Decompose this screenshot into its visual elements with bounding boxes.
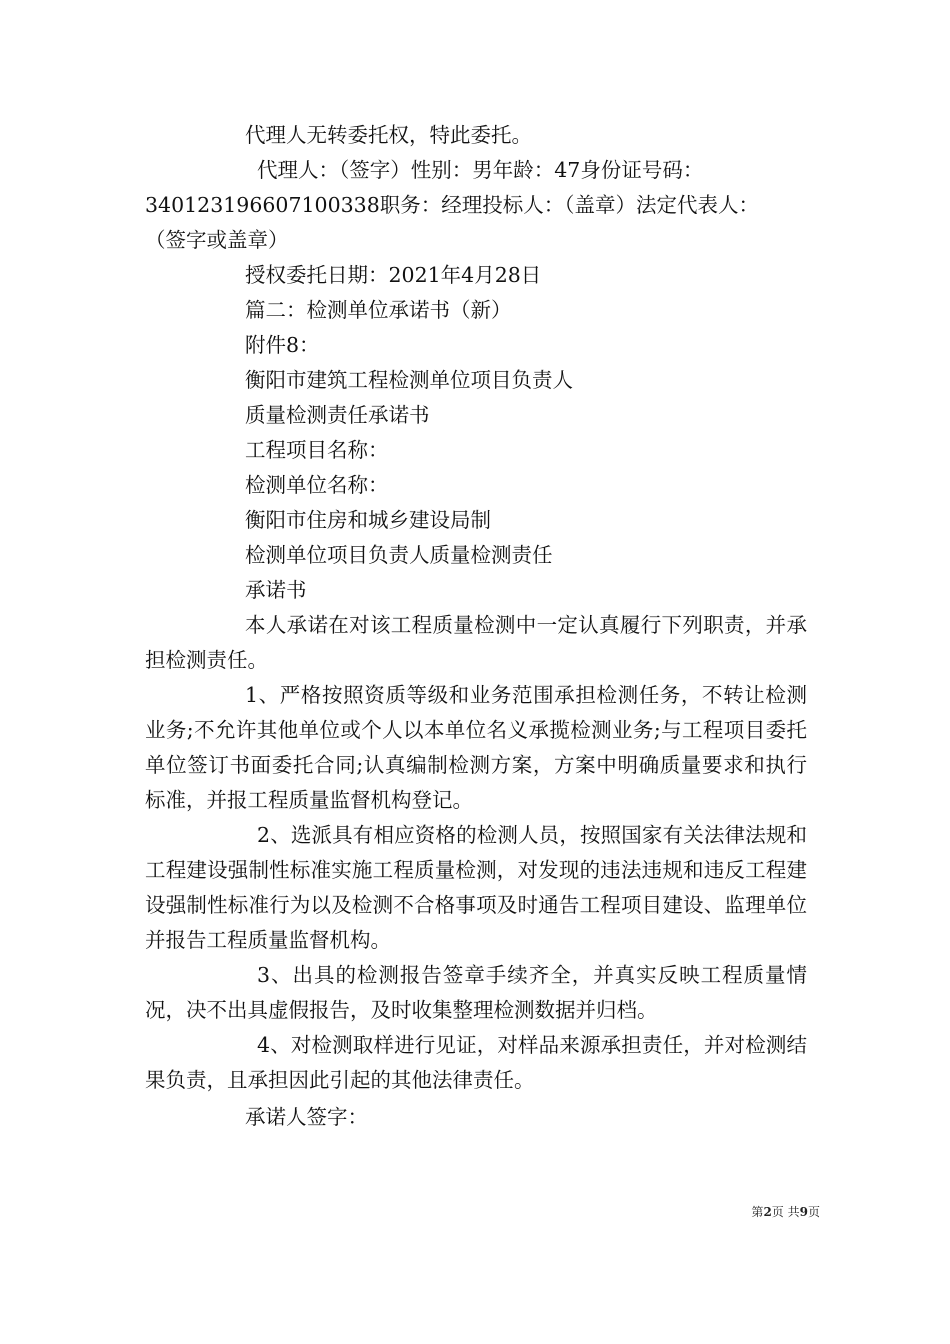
footer-prefix: 第 [751, 1205, 764, 1219]
doc-title-line: 检测单位项目负责人质量检测责任 [245, 543, 553, 567]
text-line: 授权委托日期：2021年4月28日 [245, 263, 542, 287]
signature-label: 承诺人签字： [245, 1105, 368, 1129]
text-line: （签字或盖章） [145, 228, 289, 252]
commitment-item: 2、选派具有相应资格的检测人员，按照国家有关法律法规和工程建设强制性标准实施工程质量检测，对发现的违法违规和违反工程建设强制性标准行为以及检测不合格事项及时通告工程项目建设、监理单位并报告工程质量监督机构。 [145, 823, 807, 952]
inspection-unit-field: 检测单位名称： [245, 473, 389, 497]
project-name-field: 工程项目名称： [245, 438, 389, 462]
commitment-item: 1、严格按照资质等级和业务范围承担检测任务，不转让检测业务;不允许其他单位或个人以本单位名义承揽检测业务;与工程项目委托单位签订书面委托合同;认真编制检测方案，方案中明确质量要求和执行标准，并报工程质量监督机构登记。 [145, 683, 807, 812]
footer-suffix: 页 [807, 1205, 820, 1219]
issuer-line: 衡阳市住房和城乡建设局制 [245, 508, 491, 532]
commitment-item: 4、对检测取样进行见证，对样品来源承担责任，并对检测结果负责，且承担因此引起的其他法律责任。 [145, 1033, 807, 1092]
page-number: 2 [763, 1205, 772, 1219]
page-footer [700, 1204, 820, 1220]
attachment-label: 附件8： [245, 333, 320, 357]
total-pages: 9 [799, 1205, 808, 1219]
commitment-intro: 本人承诺在对该工程质量检测中一定认真履行下列职责，并承担检测责任。 [145, 613, 807, 672]
document-body [145, 118, 807, 1135]
text-line: 代理人：（签字）性别：男年龄：47身份证号码： [257, 158, 704, 182]
text-line: 340123196607100338职务：经理投标人：（盖章）法定代表人： [145, 193, 760, 217]
doc-title-line: 承诺书 [245, 578, 307, 602]
text-line: 代理人无转委托权，特此委托。 [245, 123, 532, 147]
commitment-item: 3、出具的检测报告签章手续齐全，并真实反映工程质量情况，决不出具虚假报告，及时收集整理检测数据并归档。 [145, 963, 807, 1022]
section-heading: 篇二：检测单位承诺书（新） [245, 298, 512, 322]
doc-title-line: 衡阳市建筑工程检测单位项目负责人 [245, 368, 573, 392]
doc-title-line: 质量检测责任承诺书 [245, 403, 430, 427]
footer-middle: 页 共 [771, 1205, 800, 1219]
